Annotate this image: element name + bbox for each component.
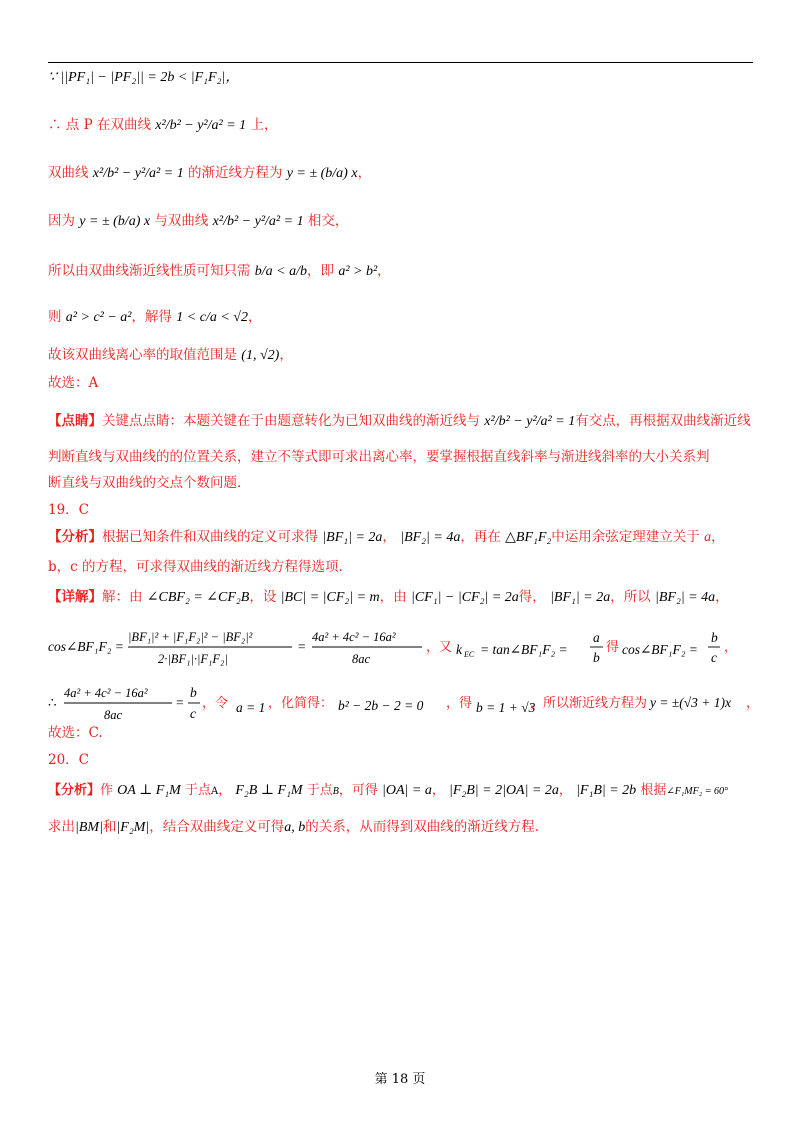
therefore-den: 8ac: [104, 708, 123, 722]
therefore-simplify: ，化简得：: [268, 696, 334, 711]
slope-k: k: [456, 642, 462, 657]
q18-tip-line-2: 判断直线与双曲线的的位置关系，建立不等式即可求出离心率，要掌握根据直线斜率与渐进线斜率的大小关系判: [48, 449, 710, 465]
cos-denominator: 2·|BF₁|·|F₁F₂|: [158, 652, 228, 666]
therefore-end: ，: [746, 696, 760, 711]
header-rule: [48, 62, 753, 63]
cos-equals: =: [298, 639, 306, 654]
q20-heading: 20．C: [48, 752, 90, 768]
therefore-ling: ，令: [202, 696, 229, 711]
q19-cosine-law-formula: [48, 622, 760, 672]
cos-de: 得: [606, 640, 620, 655]
q18-tip-line-3: 断直线与双曲线的交点个数问题.: [48, 475, 242, 491]
cos-rhs-den: c: [711, 650, 717, 665]
therefore-rnum: b: [190, 685, 197, 700]
q20-analysis-line-1: 【分析】作 OA ⊥ F₁M 于点A， F₂B ⊥ F₁M 于点B，可得 |OA| = a， |F₂B| = 2|OA| = 2a， |F₁B| = 2b 根据∠F₁MF₂ = 60°: [48, 783, 728, 798]
therefore-b: b = 1 + √3: [476, 700, 536, 715]
q18-line-1: ∵ ||PF₁| − |PF₂|| = 2b < |F₁F₂|，: [48, 70, 240, 85]
cos-lhs: cos∠BF₁F₂ =: [48, 639, 124, 654]
q19-heading: 19．C: [48, 502, 90, 518]
therefore-rden: c: [190, 706, 196, 721]
page-number: 第 18 页: [374, 1072, 426, 1087]
q18-line-3: 双曲线 x²/b² − y²/a² = 1 的渐近线方程为 y = ± (b/a) x，: [48, 165, 372, 181]
cos-numerator: |BF₁|² + |F₁F₂|² − |BF₂|²: [128, 630, 253, 644]
cos-mid: ，又: [426, 640, 453, 655]
therefore-symbol: ∴: [48, 695, 57, 710]
slope-frac-num: a: [593, 630, 600, 645]
therefore-eq: =: [176, 695, 184, 710]
slope-k-sub: EC: [464, 650, 475, 659]
q18-line-2: ∴ 点 P 在双曲线 x²/b² − y²/a² = 1 上，: [48, 117, 278, 133]
cos-rhs: cos∠BF₁F₂ =: [622, 642, 698, 657]
cos-rhs-num: b: [711, 630, 718, 645]
therefore-num: 4a² + 4c² − 16a²: [64, 686, 148, 700]
cos-end: ，: [724, 640, 738, 655]
q18-line-4: 因为 y = ± (b/a) x 与双曲线 x²/b² − y²/a² = 1 相交，: [48, 213, 349, 229]
slope-tan: = tan∠BF₁F₂ =: [480, 642, 568, 657]
therefore-asym-eq: y = ±(√3 + 1)x: [650, 695, 732, 710]
therefore-a1: a = 1: [236, 700, 266, 715]
q19-answer: 故选：C.: [48, 725, 103, 741]
q18-line-7: 故该双曲线离心率的取值范围是 (1, √2)，: [48, 347, 293, 363]
q18-tip-line-1: 【点睛】关键点点睛：本题关键在于由题意转化为已知双曲线的渐近线与 x²/b² − y²/a² = 1有交点，再根据双曲线渐近线: [48, 413, 751, 429]
q19-analysis-line-1: 【分析】根据已知条件和双曲线的定义可求得 |BF₁| = 2a， |BF₂| = 4a，再在 △BF₁F₂中运用余弦定理建立关于 a，: [48, 529, 725, 545]
q18-line-5: 所以由双曲线渐近线性质可知只需 b/a < a/b，即 a² > b²，: [48, 263, 391, 279]
cos-numerator-2: 4a² + 4c² − 16a²: [312, 630, 396, 644]
q19-therefore-line: [48, 680, 760, 724]
q18-line-6: 则 a² > c² − a²，解得 1 < c/a < √2，: [48, 309, 262, 325]
slope-frac-den: b: [593, 650, 600, 665]
therefore-de: ，得: [446, 696, 473, 711]
q19-analysis-line-2: b，c 的方程，可求得双曲线的渐近线方程得选项.: [48, 559, 343, 575]
q20-analysis-line-2: 求出|BM|和|F₂M|，结合双曲线定义可得a, b的关系，从而得到双曲线的渐近线方程.: [48, 819, 539, 835]
q18-answer: 故选：A: [48, 375, 99, 391]
q19-detail-line-1: 【详解】解：由 ∠CBF₂ = ∠CF₂B，设 |BC| = |CF₂| = m，由 |CF₁| − |CF₂| = 2a得， |BF₁| = 2a，所以 |BF₂| = 4a，: [48, 589, 729, 605]
therefore-asym-text: ，所以渐近线方程为: [530, 696, 648, 711]
therefore-quad: b² − 2b − 2 = 0: [338, 698, 424, 713]
cos-denominator-2: 8ac: [352, 652, 371, 666]
